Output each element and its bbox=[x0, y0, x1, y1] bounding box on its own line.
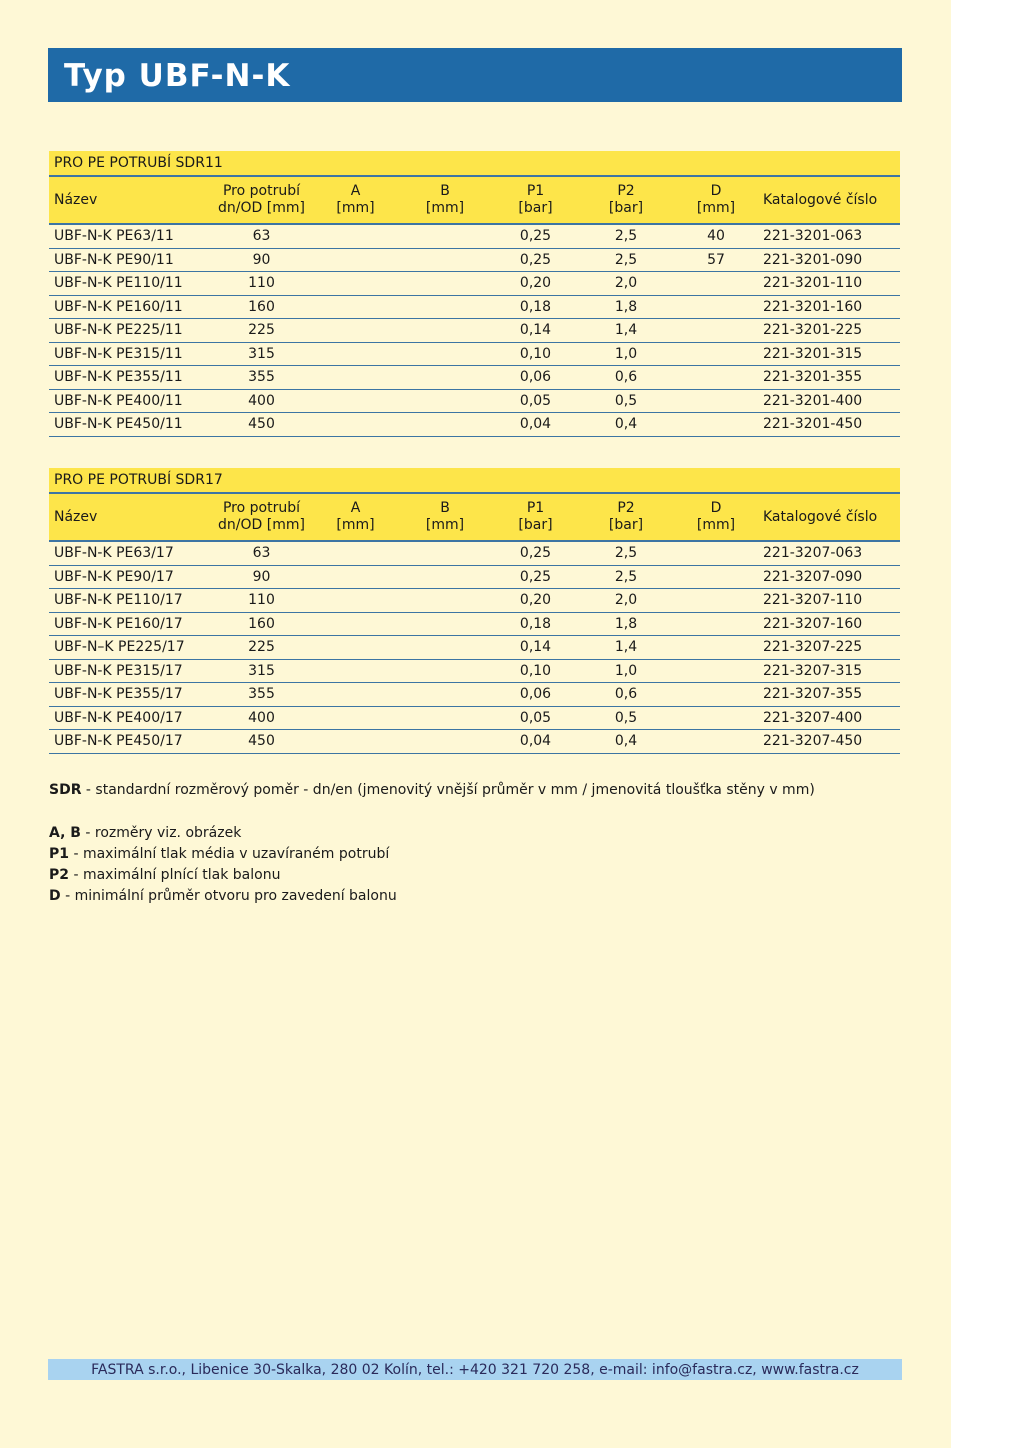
cell-p2: 2,0 bbox=[578, 589, 674, 613]
col-header-p1-line2: [bar] bbox=[518, 200, 553, 216]
cell-d bbox=[674, 612, 758, 636]
cell-b bbox=[397, 730, 493, 754]
cell-a bbox=[314, 272, 397, 296]
cell-name: UBF-N-K PE450/11 bbox=[49, 413, 209, 437]
cell-pipe: 355 bbox=[209, 366, 314, 390]
cell-a bbox=[314, 612, 397, 636]
cell-a bbox=[314, 659, 397, 683]
table-row bbox=[49, 612, 900, 636]
cell-b bbox=[397, 366, 493, 390]
col-header-pipe-line2: dn/OD [mm] bbox=[218, 200, 305, 216]
cell-p2: 0,5 bbox=[578, 706, 674, 730]
cell-p1: 0,04 bbox=[493, 413, 578, 437]
note-sdr-text: - standardní rozměrový poměr - dn/en (jmenovitý vnější průměr v mm / jmenovitá tloušťka stěny v mm) bbox=[81, 782, 815, 798]
cell-catalog: 221-3207-355 bbox=[758, 683, 900, 707]
cell-p2: 2,5 bbox=[578, 565, 674, 589]
section-header-row bbox=[49, 468, 900, 493]
cell-b bbox=[397, 636, 493, 660]
cell-d bbox=[674, 389, 758, 413]
cell-p1: 0,20 bbox=[493, 589, 578, 613]
sdr17-table bbox=[49, 468, 900, 754]
note-p2-text: - maximální plnící tlak balonu bbox=[69, 867, 281, 883]
col-header-name: Název bbox=[49, 176, 209, 224]
col-header-p2-line2: [bar] bbox=[608, 200, 644, 216]
cell-a bbox=[314, 636, 397, 660]
cell-p1: 0,14 bbox=[493, 636, 578, 660]
cell-a bbox=[314, 706, 397, 730]
sdr11-table-body bbox=[49, 224, 900, 436]
cell-catalog: 221-3201-090 bbox=[758, 248, 900, 272]
col-header-a bbox=[314, 176, 397, 224]
cell-a bbox=[314, 565, 397, 589]
cell-catalog: 221-3201-160 bbox=[758, 295, 900, 319]
cell-d bbox=[674, 683, 758, 707]
col-header-p1 bbox=[493, 176, 578, 224]
table-row bbox=[49, 319, 900, 343]
cell-p1: 0,10 bbox=[493, 342, 578, 366]
col-header-p1 bbox=[493, 493, 578, 541]
table-row bbox=[49, 541, 900, 565]
note-ab-text: - rozměry viz. obrázek bbox=[80, 825, 242, 841]
cell-name: UBF-N-K PE90/11 bbox=[49, 248, 209, 272]
col-header-a bbox=[314, 493, 397, 541]
cell-d bbox=[674, 636, 758, 660]
cell-name: UBF-N–K PE225/17 bbox=[49, 636, 209, 660]
note-sdr-term: SDR bbox=[49, 782, 82, 798]
cell-b bbox=[397, 272, 493, 296]
cell-name: UBF-N-K PE400/11 bbox=[49, 389, 209, 413]
cell-pipe: 110 bbox=[209, 272, 314, 296]
column-header-row bbox=[49, 176, 900, 224]
cell-pipe: 160 bbox=[209, 295, 314, 319]
cell-d bbox=[674, 295, 758, 319]
table-row bbox=[49, 389, 900, 413]
col-header-b-line1: B bbox=[440, 183, 450, 199]
note-p2 bbox=[49, 865, 280, 886]
note-p1-text: - maximální tlak média v uzavíraném potrubí bbox=[69, 846, 390, 862]
col-header-p1-line1: P1 bbox=[526, 183, 545, 199]
col-header-d-line1: D bbox=[710, 183, 722, 199]
cell-p2: 2,5 bbox=[578, 248, 674, 272]
cell-catalog: 221-3201-110 bbox=[758, 272, 900, 296]
col-header-d bbox=[674, 493, 758, 541]
cell-pipe: 450 bbox=[209, 730, 314, 754]
col-header-d-line1: D bbox=[710, 500, 722, 516]
cell-name: UBF-N-K PE355/11 bbox=[49, 366, 209, 390]
cell-name: UBF-N-K PE315/17 bbox=[49, 659, 209, 683]
footer-contact-text: FASTRA s.r.o., Libenice 30-Skalka, 280 02 Kolín, tel.: +420 321 720 258, e-mail: info@fastra.cz, www.fastra.cz bbox=[91, 1362, 859, 1378]
cell-d: 57 bbox=[674, 248, 758, 272]
col-header-b bbox=[397, 176, 493, 224]
cell-b bbox=[397, 706, 493, 730]
cell-b bbox=[397, 342, 493, 366]
col-header-b bbox=[397, 493, 493, 541]
cell-catalog: 221-3201-063 bbox=[758, 224, 900, 248]
cell-name: UBF-N-K PE110/11 bbox=[49, 272, 209, 296]
cell-d bbox=[674, 366, 758, 390]
cell-catalog: 221-3207-160 bbox=[758, 612, 900, 636]
cell-catalog: 221-3201-315 bbox=[758, 342, 900, 366]
cell-p1: 0,25 bbox=[493, 224, 578, 248]
cell-d bbox=[674, 659, 758, 683]
col-header-catalog: Katalogové číslo bbox=[758, 176, 900, 224]
table-row bbox=[49, 272, 900, 296]
cell-p2: 0,6 bbox=[578, 366, 674, 390]
cell-b bbox=[397, 248, 493, 272]
cell-p1: 0,18 bbox=[493, 612, 578, 636]
cell-p2: 0,4 bbox=[578, 413, 674, 437]
note-d bbox=[49, 886, 397, 907]
table-row bbox=[49, 248, 900, 272]
cell-a bbox=[314, 589, 397, 613]
cell-a bbox=[314, 224, 397, 248]
cell-catalog: 221-3201-355 bbox=[758, 366, 900, 390]
cell-b bbox=[397, 612, 493, 636]
col-header-catalog: Katalogové číslo bbox=[758, 493, 900, 541]
cell-p2: 0,6 bbox=[578, 683, 674, 707]
cell-pipe: 225 bbox=[209, 319, 314, 343]
cell-pipe: 355 bbox=[209, 683, 314, 707]
cell-catalog: 221-3201-450 bbox=[758, 413, 900, 437]
cell-catalog: 221-3207-225 bbox=[758, 636, 900, 660]
cell-name: UBF-N-K PE225/11 bbox=[49, 319, 209, 343]
cell-catalog: 221-3207-090 bbox=[758, 565, 900, 589]
cell-p1: 0,20 bbox=[493, 272, 578, 296]
cell-d bbox=[674, 319, 758, 343]
cell-name: UBF-N-K PE355/17 bbox=[49, 683, 209, 707]
cell-b bbox=[397, 295, 493, 319]
cell-p2: 2,5 bbox=[578, 224, 674, 248]
page-title: Typ UBF-N-K bbox=[64, 58, 291, 94]
table-row bbox=[49, 636, 900, 660]
col-header-a-line2: [mm] bbox=[336, 517, 375, 533]
table-row bbox=[49, 366, 900, 390]
title-bar bbox=[48, 48, 902, 102]
note-sdr bbox=[49, 780, 815, 801]
table-row bbox=[49, 730, 900, 754]
note-p2-term: P2 bbox=[49, 867, 70, 883]
cell-p1: 0,06 bbox=[493, 683, 578, 707]
cell-a bbox=[314, 541, 397, 565]
cell-catalog: 221-3207-400 bbox=[758, 706, 900, 730]
cell-name: UBF-N-K PE110/17 bbox=[49, 589, 209, 613]
cell-a bbox=[314, 248, 397, 272]
cell-p1: 0,04 bbox=[493, 730, 578, 754]
col-header-pipe-line1: Pro potrubí bbox=[222, 183, 300, 199]
cell-p1: 0,06 bbox=[493, 366, 578, 390]
cell-name: UBF-N-K PE90/17 bbox=[49, 565, 209, 589]
cell-d bbox=[674, 589, 758, 613]
note-ab-term: A, B bbox=[49, 825, 81, 841]
col-header-d-line2: [mm] bbox=[696, 517, 736, 533]
cell-p1: 0,05 bbox=[493, 389, 578, 413]
cell-b bbox=[397, 565, 493, 589]
cell-p2: 1,4 bbox=[578, 636, 674, 660]
col-header-a-line2: [mm] bbox=[336, 200, 375, 216]
cell-p1: 0,25 bbox=[493, 541, 578, 565]
cell-a bbox=[314, 295, 397, 319]
cell-catalog: 221-3207-315 bbox=[758, 659, 900, 683]
note-p1 bbox=[49, 844, 389, 865]
cell-p1: 0,14 bbox=[493, 319, 578, 343]
col-header-name: Název bbox=[49, 493, 209, 541]
table-row bbox=[49, 589, 900, 613]
section-label: PRO PE POTRUBÍ SDR11 bbox=[49, 151, 900, 176]
cell-pipe: 450 bbox=[209, 413, 314, 437]
cell-p1: 0,18 bbox=[493, 295, 578, 319]
cell-d bbox=[674, 706, 758, 730]
note-d-text: - minimální průměr otvoru pro zavedení balonu bbox=[60, 888, 397, 904]
note-ab bbox=[49, 823, 241, 844]
col-header-pipe bbox=[209, 493, 314, 541]
col-header-p2-line1: P2 bbox=[617, 183, 635, 199]
table-row bbox=[49, 224, 900, 248]
col-header-pipe bbox=[209, 176, 314, 224]
col-header-p2 bbox=[578, 176, 674, 224]
col-header-a-line1: A bbox=[350, 500, 361, 516]
table-row bbox=[49, 706, 900, 730]
table-row bbox=[49, 295, 900, 319]
sdr11-table bbox=[49, 151, 900, 437]
cell-d bbox=[674, 541, 758, 565]
col-header-p2-line2: [bar] bbox=[608, 517, 644, 533]
cell-d bbox=[674, 730, 758, 754]
cell-pipe: 400 bbox=[209, 706, 314, 730]
cell-pipe: 63 bbox=[209, 224, 314, 248]
cell-a bbox=[314, 319, 397, 343]
column-header-row bbox=[49, 493, 900, 541]
cell-pipe: 90 bbox=[209, 565, 314, 589]
cell-b bbox=[397, 659, 493, 683]
cell-p2: 1,0 bbox=[578, 342, 674, 366]
cell-p2: 1,4 bbox=[578, 319, 674, 343]
col-header-d bbox=[674, 176, 758, 224]
cell-p1: 0,25 bbox=[493, 565, 578, 589]
cell-p2: 2,0 bbox=[578, 272, 674, 296]
cell-name: UBF-N-K PE400/17 bbox=[49, 706, 209, 730]
cell-pipe: 90 bbox=[209, 248, 314, 272]
section-label: PRO PE POTRUBÍ SDR17 bbox=[49, 468, 900, 493]
cell-p2: 2,5 bbox=[578, 541, 674, 565]
cell-catalog: 221-3207-110 bbox=[758, 589, 900, 613]
cell-a bbox=[314, 730, 397, 754]
cell-pipe: 110 bbox=[209, 589, 314, 613]
cell-d bbox=[674, 565, 758, 589]
section-header-row bbox=[49, 151, 900, 176]
col-header-p2-line1: P2 bbox=[617, 500, 635, 516]
table-row bbox=[49, 659, 900, 683]
cell-pipe: 225 bbox=[209, 636, 314, 660]
col-header-p2 bbox=[578, 493, 674, 541]
cell-catalog: 221-3207-450 bbox=[758, 730, 900, 754]
footer-contact-bar bbox=[48, 1359, 902, 1380]
cell-catalog: 221-3201-400 bbox=[758, 389, 900, 413]
cell-p1: 0,10 bbox=[493, 659, 578, 683]
cell-p2: 0,5 bbox=[578, 389, 674, 413]
col-header-d-line2: [mm] bbox=[696, 200, 736, 216]
cell-a bbox=[314, 389, 397, 413]
col-header-b-line1: B bbox=[440, 500, 450, 516]
note-p1-term: P1 bbox=[49, 846, 70, 862]
sdr17-table-body bbox=[49, 541, 900, 753]
col-header-b-line2: [mm] bbox=[425, 200, 465, 216]
cell-a bbox=[314, 413, 397, 437]
cell-pipe: 160 bbox=[209, 612, 314, 636]
cell-catalog: 221-3201-225 bbox=[758, 319, 900, 343]
col-header-pipe-line1: Pro potrubí bbox=[222, 500, 300, 516]
cell-name: UBF-N-K PE160/17 bbox=[49, 612, 209, 636]
note-d-term: D bbox=[49, 888, 61, 904]
cell-p2: 1,8 bbox=[578, 295, 674, 319]
cell-name: UBF-N-K PE450/17 bbox=[49, 730, 209, 754]
cell-d bbox=[674, 272, 758, 296]
col-header-b-line2: [mm] bbox=[425, 517, 465, 533]
table-row bbox=[49, 683, 900, 707]
col-header-pipe-line2: dn/OD [mm] bbox=[218, 517, 305, 533]
cell-pipe: 63 bbox=[209, 541, 314, 565]
col-header-p1-line2: [bar] bbox=[518, 517, 553, 533]
col-header-p1-line1: P1 bbox=[526, 500, 545, 516]
cell-a bbox=[314, 342, 397, 366]
cell-b bbox=[397, 541, 493, 565]
table-row bbox=[49, 413, 900, 437]
cell-name: UBF-N-K PE160/11 bbox=[49, 295, 209, 319]
cell-p1: 0,25 bbox=[493, 248, 578, 272]
cell-a bbox=[314, 683, 397, 707]
table-row bbox=[49, 342, 900, 366]
cell-name: UBF-N-K PE63/11 bbox=[49, 224, 209, 248]
cell-b bbox=[397, 224, 493, 248]
cell-name: UBF-N-K PE315/11 bbox=[49, 342, 209, 366]
cell-b bbox=[397, 319, 493, 343]
cell-a bbox=[314, 366, 397, 390]
col-header-a-line1: A bbox=[350, 183, 361, 199]
cell-p2: 1,8 bbox=[578, 612, 674, 636]
cell-d: 40 bbox=[674, 224, 758, 248]
cell-p2: 1,0 bbox=[578, 659, 674, 683]
cell-b bbox=[397, 589, 493, 613]
cell-b bbox=[397, 413, 493, 437]
cell-p1: 0,05 bbox=[493, 706, 578, 730]
cell-catalog: 221-3207-063 bbox=[758, 541, 900, 565]
cell-b bbox=[397, 389, 493, 413]
cell-b bbox=[397, 683, 493, 707]
cell-d bbox=[674, 413, 758, 437]
cell-pipe: 400 bbox=[209, 389, 314, 413]
cell-p2: 0,4 bbox=[578, 730, 674, 754]
cell-d bbox=[674, 342, 758, 366]
cell-pipe: 315 bbox=[209, 342, 314, 366]
table-row bbox=[49, 565, 900, 589]
cell-pipe: 315 bbox=[209, 659, 314, 683]
cell-name: UBF-N-K PE63/17 bbox=[49, 541, 209, 565]
